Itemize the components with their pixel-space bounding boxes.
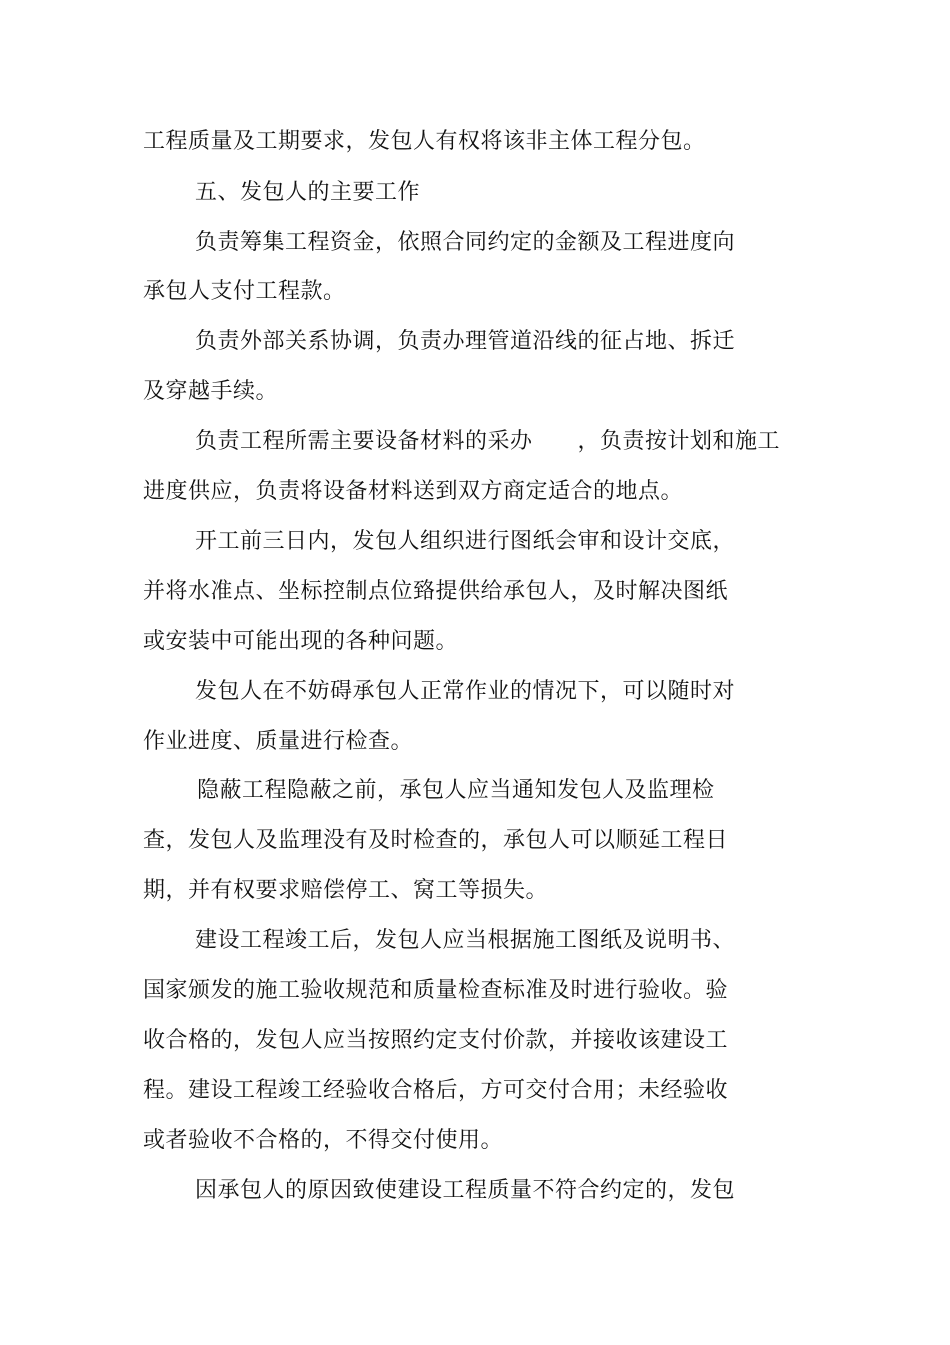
text-line: 并将水准点、坐标控制点位臵提供给承包人，及时解决图纸 — [143, 579, 729, 604]
text-line: 国家颁发的施工验收规范和质量检查标准及时进行验收。验 — [143, 978, 729, 1003]
text-line: 收合格的，发包人应当按照约定支付价款，并接收该建设工 — [143, 1028, 729, 1053]
text-line: 进度供应，负责将设备材料送到双方商定适合的地点。 — [143, 479, 684, 504]
text-line: 承包人支付工程款。 — [143, 279, 346, 304]
text-line: 查，发包人及监理没有及时检查的，承包人可以顺延工程日 — [143, 828, 729, 853]
paragraph-line: 负责外部关系协调，负责办理管道沿线的征占地、拆迁 — [195, 329, 736, 354]
paragraph-line: 因承包人的原因致使建设工程质量不符合约定的，发包 — [195, 1178, 736, 1203]
paragraph-line: 负责筹集工程资金，依照合同约定的金额及工程进度向 — [195, 230, 736, 255]
text-line: 作业进度、质量进行检查。 — [143, 729, 414, 754]
text-line: 期，并有权要求赔偿停工、窝工等损失。 — [143, 878, 549, 903]
text-line: 或安装中可能出现的各种问题。 — [143, 629, 459, 654]
paragraph-line: 发包人在不妨碍承包人正常作业的情况下，可以随时对 — [195, 679, 736, 704]
text-line: 工程质量及工期要求，发包人有权将该非主体工程分包。 — [143, 129, 706, 154]
text-line: 程。建设工程竣工经验收合格后，方可交付合用；未经验收 — [143, 1078, 729, 1103]
text-line: 或者验收不合格的，不得交付使用。 — [143, 1128, 504, 1153]
paragraph-line: 负责工程所需主要设备材料的采办 ，负责按计划和施工 — [195, 429, 781, 454]
paragraph-line: 隐蔽工程隐蔽之前，承包人应当通知发包人及监理检 — [197, 778, 715, 803]
paragraph-line: 建设工程竣工后，发包人应当根据施工图纸及说明书、 — [195, 928, 736, 953]
section-heading: 五、发包人的主要工作 — [195, 180, 421, 205]
paragraph-line: 开工前三日内，发包人组织进行图纸会审和设计交底， — [195, 529, 736, 554]
text-line: 及穿越手续。 — [143, 379, 279, 404]
